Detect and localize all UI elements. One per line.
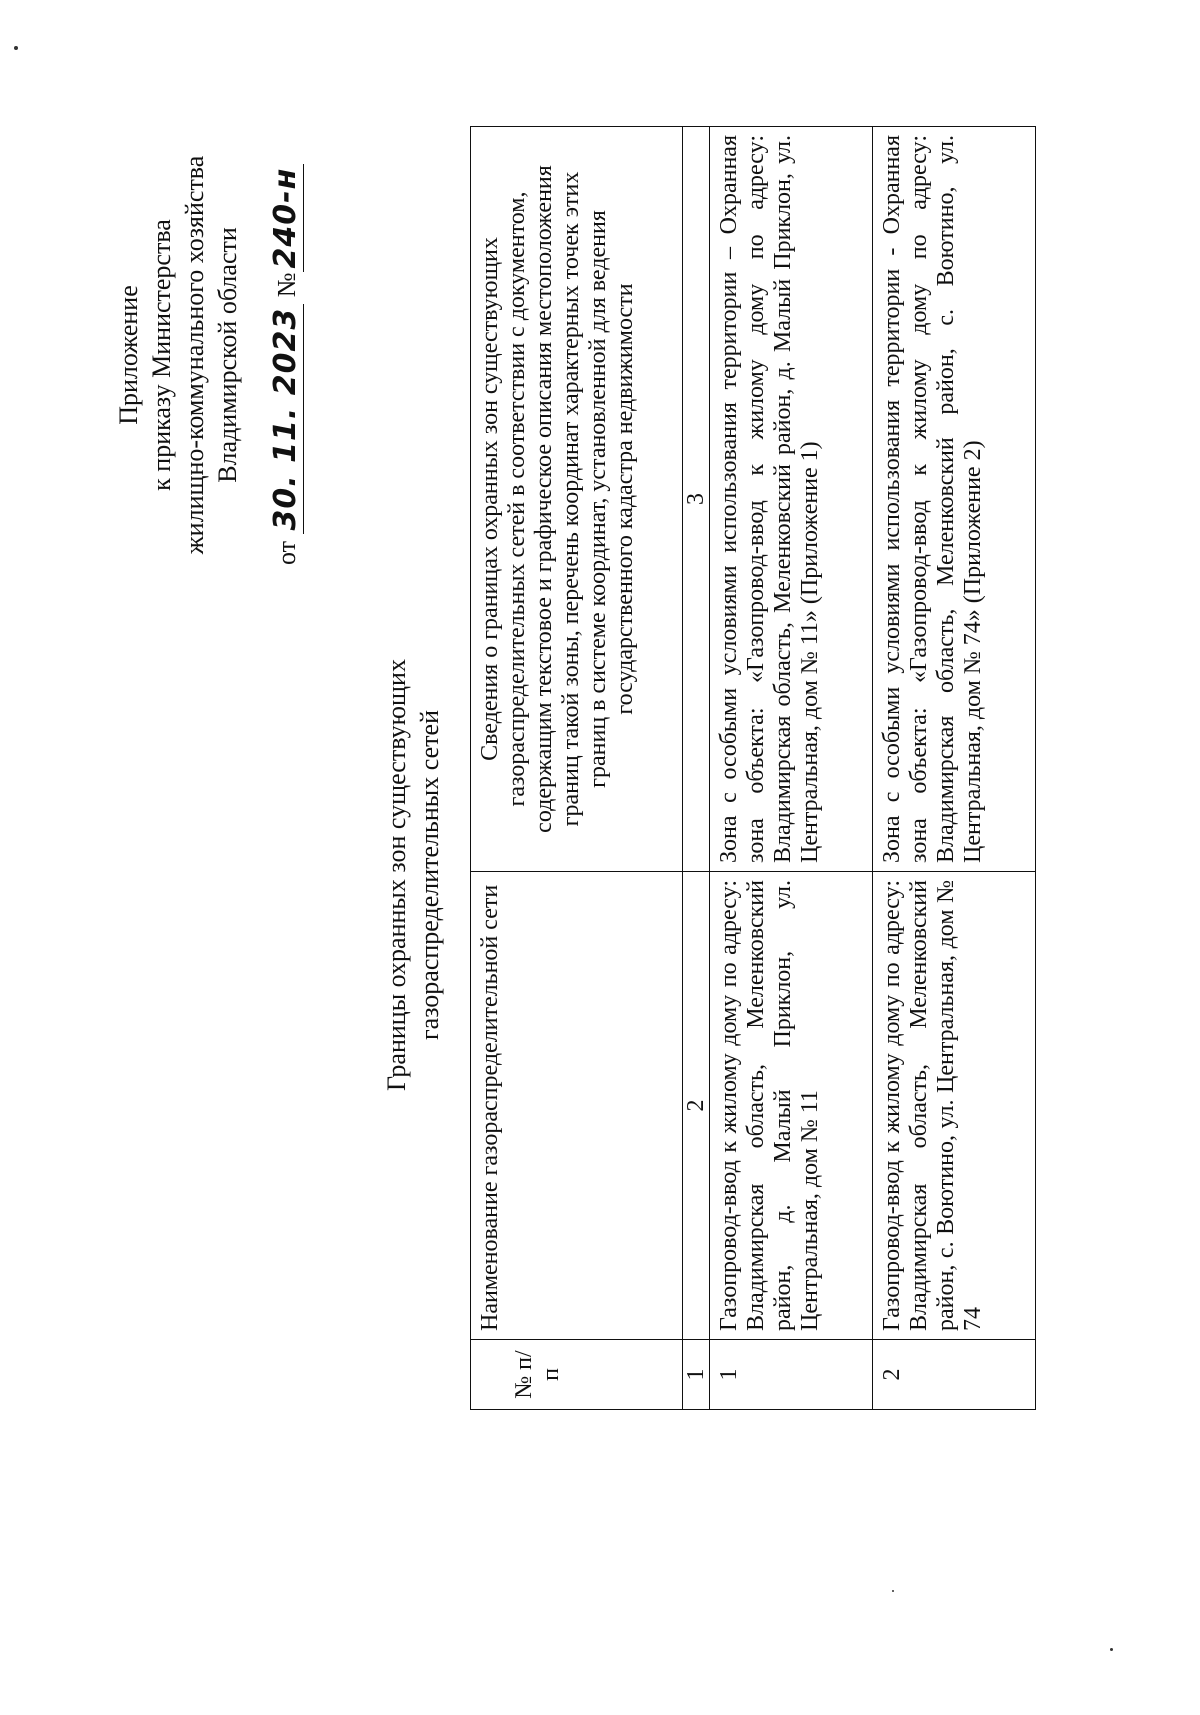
column-number: 1 bbox=[683, 1340, 710, 1410]
table-header-row bbox=[471, 127, 683, 1410]
appendix-label: Приложение bbox=[114, 285, 143, 425]
order-from-label: от bbox=[272, 540, 301, 565]
row-network-name: Газопровод-ввод к жилому дому по адресу: Владимирская область, Меленковский район, д. Малый Приклон, ул. Центральная, дом № 11 bbox=[710, 872, 873, 1340]
row-zone-info: Зона с особыми условиями использования территории - Охранная зона объекта: «Газопровод-ввод к жилому дому по адресу: Владимирская область, Меленковский район, с. Воютино, ул. Центральная, дом № 74» (Приложение 2) bbox=[873, 127, 1036, 872]
table-row bbox=[873, 127, 1036, 1410]
appendix-header bbox=[112, 135, 244, 575]
table-row bbox=[710, 127, 873, 1410]
column-numbers-row bbox=[683, 127, 710, 1410]
row-network-name: Газопровод-ввод к жилому дому по адресу: Владимирская область, Меленковский район, с. Воютино, ул. Центральная, дом № 74 bbox=[873, 872, 1036, 1340]
zones-table bbox=[470, 126, 1036, 1410]
order-date: 30. 11. 2023 bbox=[268, 304, 304, 535]
column-number: 3 bbox=[683, 127, 710, 872]
row-number: 1 bbox=[710, 1340, 873, 1410]
column-number: 2 bbox=[683, 872, 710, 1340]
order-number: 240-н bbox=[268, 164, 304, 273]
appendix-region: Владимирской области bbox=[213, 227, 242, 483]
header-number: № п/п bbox=[471, 1340, 683, 1410]
appendix-ministry: жилищно-коммунального хозяйства bbox=[180, 155, 209, 555]
header-network-name: Наименование газораспределительной сети bbox=[471, 872, 683, 1340]
header-zone-info: Сведения о границах охранных зон существующих газораспределительных сетей в соответствии с документом, содержащим текстовое и графическое описания местоположения границ такой зоны, перечень координат характерных точек этих границ в системе координат, установленной для ведения государственного кадастра недвижимости bbox=[471, 127, 683, 872]
row-number: 2 bbox=[873, 1340, 1036, 1410]
row-zone-info: Зона с особыми условиями использования территории – Охранная зона объекта: «Газопровод-ввод к жилому дому по адресу: Владимирская область, Меленковский район, д. Малый Приклон, ул. Центральная, дом № 11» (Приложение 1) bbox=[710, 127, 873, 872]
title-line-2: газораспределительных сетей bbox=[415, 710, 444, 1041]
order-date-number bbox=[268, 135, 303, 565]
title-line-1: Границы охранных зон существующих bbox=[382, 659, 411, 1091]
document-title bbox=[380, 595, 446, 1155]
appendix-order-ref: к приказу Министерства bbox=[147, 219, 176, 491]
order-number-label: № bbox=[272, 272, 301, 298]
